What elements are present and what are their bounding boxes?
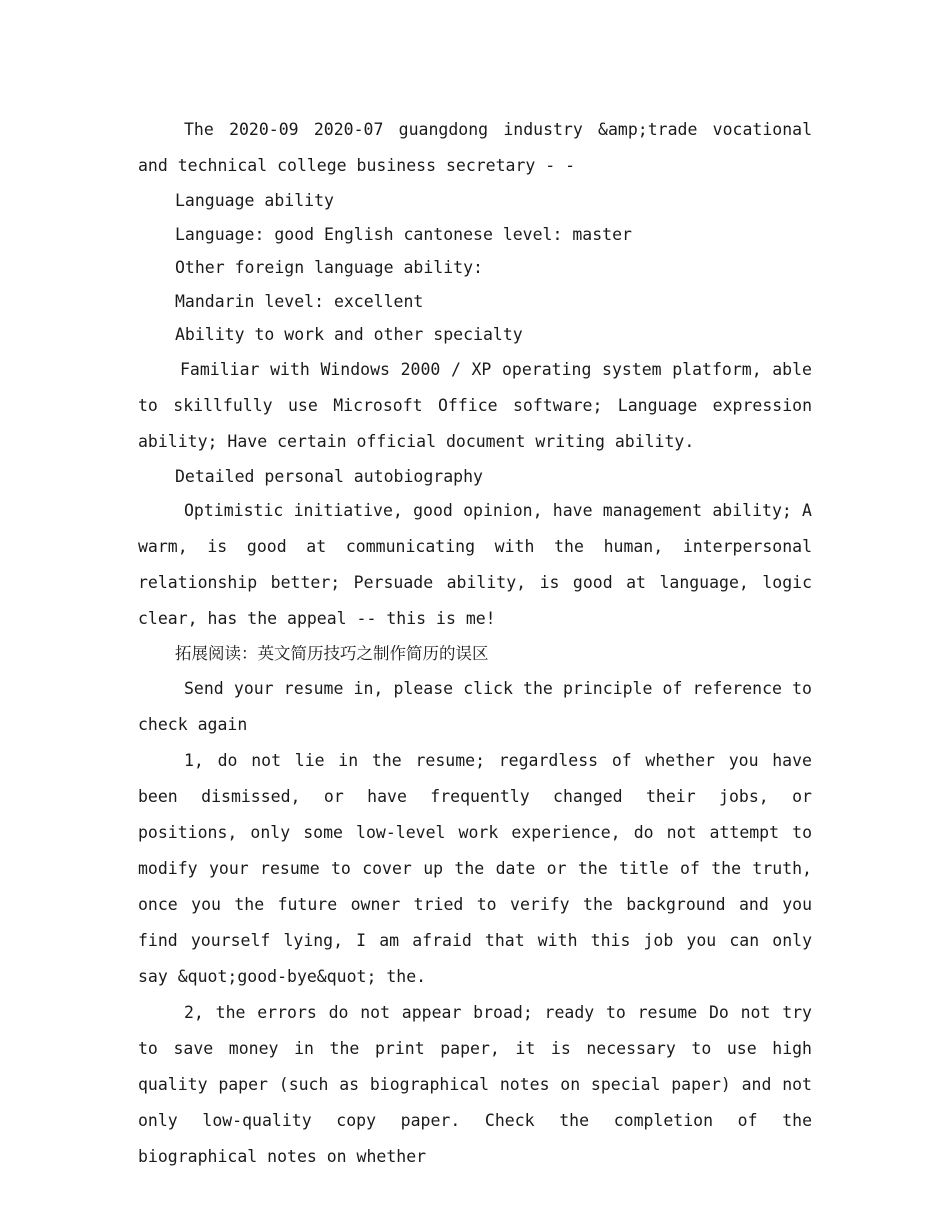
autobiography-paragraph: Optimistic initiative, good opinion, have management ability; A warm, is good at communicating with the human, interpersonal relationship better; Persuade ability, is good at language, logic clear, has the appeal -- this is me! <box>138 501 812 628</box>
language-line: Language: good English cantonese level: master <box>175 224 632 244</box>
resume-check-intro: Send your resume in, please click the principle of reference to check again <box>138 678 812 734</box>
section-heading-language-ability: Language ability <box>175 191 334 210</box>
document-page <box>138 112 812 1175</box>
education-entry: The 2020-09 2020-07 guangdong industry &amp;trade vocational and technical college business secretary - - <box>138 120 812 175</box>
mandarin-line: Mandarin level: excellent <box>175 291 424 311</box>
extended-reading-heading: 拓展阅读：英文简历技巧之制作简历的误区 <box>175 644 489 663</box>
section-heading-autobiography: Detailed personal autobiography <box>175 466 483 486</box>
section-heading-work-ability: Ability to work and other specialty <box>175 325 523 344</box>
tip-1-paragraph: 1, do not lie in the resume; regardless of whether you have been dismissed, or have frequently changed their jobs, or positions, only some low-level work experience, do not attempt to modify your resume to cover up the date or the title of the truth, once you the future owner tried to verify the background and you find yourself lying, I am afraid that with this job you can only say &quot;good-bye&quot; the. <box>138 750 812 986</box>
skills-paragraph: Familiar with Windows 2000 / XP operating system platform, able to skillfully use Microsoft Office software; Language expression ability; Have certain official document writing ability. <box>138 359 812 451</box>
other-language-line: Other foreign language ability: <box>175 258 483 277</box>
tip-2-paragraph: 2, the errors do not appear broad; ready to resume Do not try to save money in the print paper, it is necessary to use high quality paper (such as biographical notes on special paper) and not only low-quality copy paper. Check the completion of the biographical notes on whether <box>138 1002 812 1166</box>
